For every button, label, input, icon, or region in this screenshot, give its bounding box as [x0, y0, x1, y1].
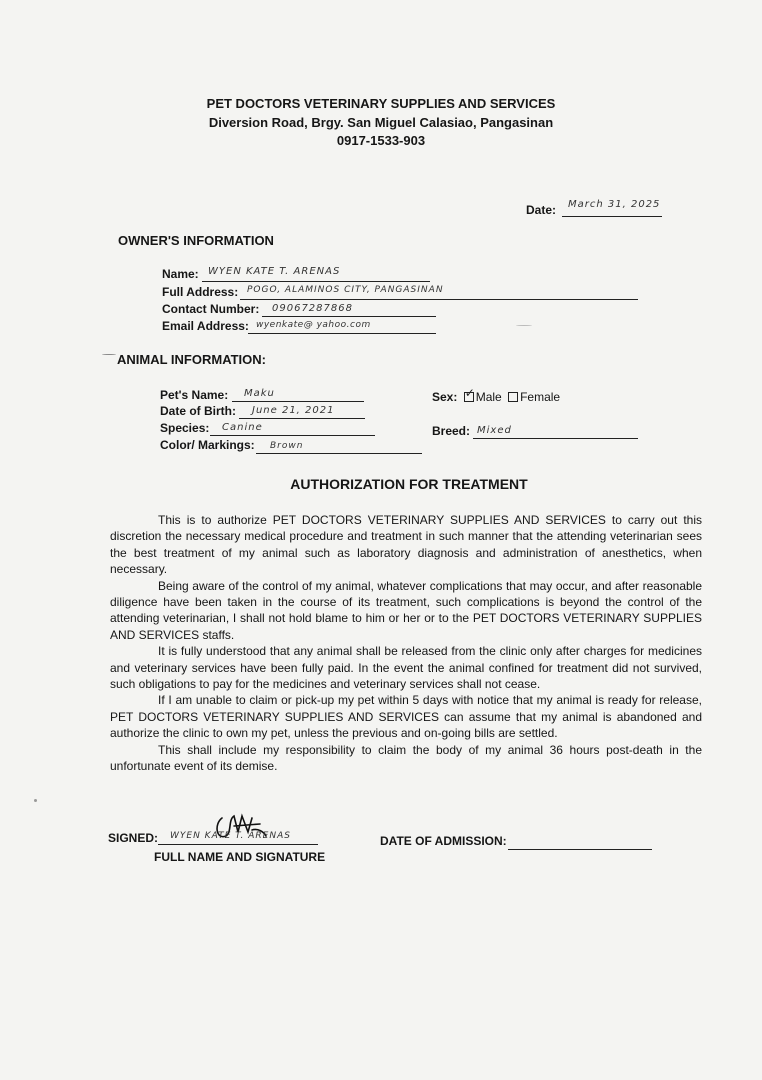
owner-name-line: [202, 281, 430, 282]
company-phone: 0917-1533-903: [336, 133, 426, 148]
date-line: [562, 216, 662, 217]
owner-address-label: Full Address:: [162, 285, 239, 299]
authorization-paragraph: This is to authorize PET DOCTORS VETERINARY SUPPLIES AND SERVICES to carry out this discretion the necessary medical procedure and treatment in such manner that the attending veterinarian sees the best treatment of my animal such as laboratory diagnosis and administration of anesthetics, when necessary.: [110, 513, 702, 577]
pet-name-label: Pet's Name:: [160, 388, 229, 402]
date-value: March 31, 2025: [568, 199, 661, 210]
checkmark-icon: ✓: [464, 385, 475, 400]
dob-label: Date of Birth:: [160, 404, 236, 418]
company-name: PET DOCTORS VETERINARY SUPPLIES AND SERVICES: [206, 96, 556, 111]
date-label: Date:: [526, 203, 557, 217]
color-line: [256, 453, 422, 454]
signed-value: WYEN KATE T. ARENAS: [170, 831, 291, 841]
pet-name-line: [232, 401, 364, 402]
pet-name-value: Maku: [244, 388, 275, 399]
owner-name-label: Name:: [162, 267, 199, 281]
male-checkbox[interactable]: [464, 385, 475, 402]
scan-speck: [102, 354, 116, 355]
animal-section-title: ANIMAL INFORMATION:: [117, 352, 266, 367]
authorization-paragraph: If I am unable to claim or pick-up my pet within 5 days with notice that my animal is ready for release, PET DOCTORS VETERINARY SUPPLIES AND SERVICES can assume that my animal is abandoned and authorize the clinic to own my pet, unless the previous and on-going bills are settled.: [110, 693, 702, 741]
sex-field: [432, 385, 561, 404]
company-address: Diversion Road, Brgy. San Miguel Calasiao, Pangasinan: [208, 115, 554, 130]
species-label: Species:: [160, 421, 210, 435]
authorization-paragraph: Being aware of the control of my animal, whatever complications that may occur, and after reasonable diligence have been taken in the course of its treatment, such complications is beyond the control of the attending veterinarian, I shall not hold blame to him or her or to the PET DOCTORS VETERINARY SUPPLIES AND SERVICES staffs.: [110, 578, 702, 642]
color-label: Color/ Markings:: [160, 438, 255, 452]
breed-line: [473, 438, 638, 439]
color-value: Brown: [270, 441, 304, 451]
admission-label: DATE OF ADMISSION:: [380, 834, 507, 848]
female-checkbox[interactable]: [508, 392, 518, 402]
owner-address-line: [240, 299, 638, 300]
breed-label: Breed:: [432, 424, 471, 438]
owner-name-value: WYEN KATE T. ARENAS: [208, 266, 341, 277]
dob-line: [239, 418, 365, 419]
male-option-label: Male: [475, 390, 502, 404]
authorization-paragraph: This shall include my responsibility to claim the body of my animal 36 hours post-death in the unfortunate event of its demise.: [110, 742, 702, 774]
dob-value: June 21, 2021: [252, 405, 335, 416]
owner-email-value: wyenkate@ yahoo.com: [256, 320, 371, 330]
signature-caption: FULL NAME AND SIGNATURE: [154, 850, 326, 864]
owner-contact-value: 09067287868: [272, 303, 353, 314]
sex-label: Sex:: [432, 390, 458, 404]
owner-address-value: POGO, ALAMINOS CITY, PANGASINAN: [247, 285, 444, 295]
owner-contact-line: [262, 316, 436, 317]
signed-label: SIGNED:: [108, 831, 159, 845]
owner-section-title: OWNER'S INFORMATION: [118, 233, 274, 248]
breed-value: Mixed: [477, 425, 512, 436]
authorization-title: AUTHORIZATION FOR TREATMENT: [290, 476, 528, 492]
owner-email-line: [248, 333, 436, 334]
owner-contact-label: Contact Number:: [162, 302, 260, 316]
owner-email-label: Email Address:: [162, 319, 249, 333]
species-value: Canine: [222, 422, 263, 433]
admission-line: [508, 849, 652, 850]
scan-speck: [34, 799, 37, 802]
authorization-paragraph: It is fully understood that any animal shall be released from the clinic only after charges for medicines and veterinary services have been fully paid. In the event the animal confined for treatment did not survived, such obligations to pay for the medicines and veterinary services shall not cease.: [110, 644, 702, 692]
scan-speck: [516, 325, 532, 326]
species-line: [210, 435, 375, 436]
signed-line: [158, 844, 318, 845]
authorization-body: [110, 512, 702, 775]
female-option-label: Female: [520, 390, 561, 404]
